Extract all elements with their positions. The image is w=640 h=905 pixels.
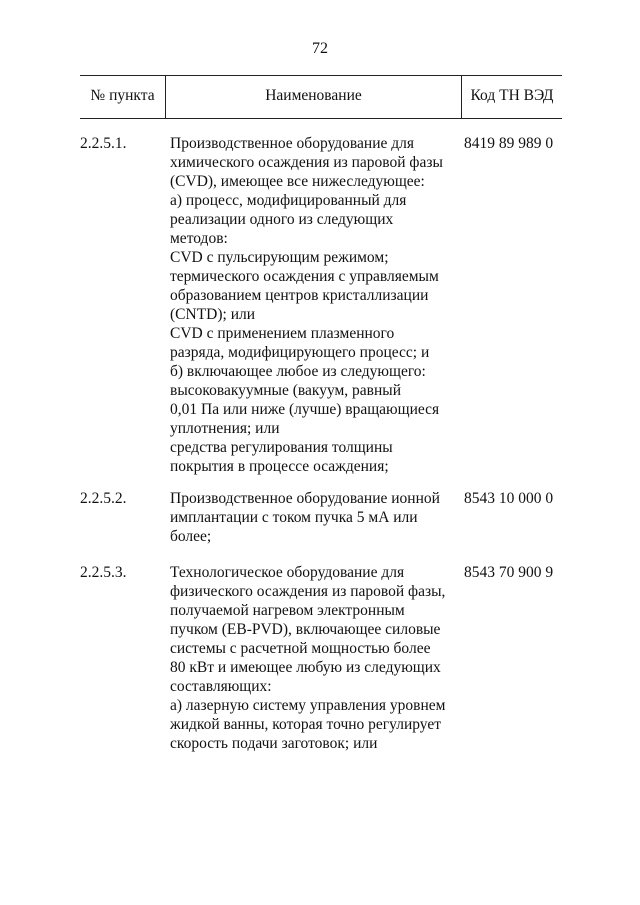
table-top-border bbox=[80, 75, 562, 76]
item-number: 2.2.5.1. bbox=[80, 135, 127, 152]
table-header-bottom-border bbox=[80, 118, 562, 119]
item-code: 8419 89 989 0 bbox=[464, 135, 554, 152]
item-description: Производственное оборудование ионной имплантации с током пучка 5 мА или более; bbox=[170, 490, 440, 545]
item-code: 8543 10 000 0 bbox=[464, 490, 554, 507]
item-number: 2.2.5.2. bbox=[80, 490, 127, 507]
item-description: Технологическое оборудование для физического осаждения из паровой фазы, получаемой нагревом электронным пучком (EB-PVD), включающее силовые системы с расчетной мощностью более 80 кВт и имеющее любую из следующих составляющих: а) лазерную систему управления уровнем жидкой ванны, которая точно регулирует скорость подачи заготовок; или bbox=[170, 564, 446, 752]
header-name: Наименование bbox=[265, 87, 362, 104]
item-number: 2.2.5.3. bbox=[80, 564, 127, 581]
item-description: Производственное оборудование для химического осаждения из паровой фазы (CVD), имеющее все нижеследующее: а) процесс, модифицированный для реализации одного из следующих методов: CVD с пульсирующим режимом; термического осаждения с управляемым образованием центров кристаллизации (CNTD); или CVD с применением плазменного разряда, модифицирующего процесс; и б) включающее любое из следующего: высоковакуумные (вакуум, равный 0,01 Па или ниже (лучше) вращающиеся уплотнения; или средства регулирования толщины покрытия в процессе осаждения; bbox=[170, 135, 443, 475]
header-code: Код ТН ВЭД bbox=[470, 87, 554, 104]
page-number: 72 bbox=[312, 40, 328, 57]
header-number: № пункта bbox=[90, 87, 155, 104]
item-code: 8543 70 900 9 bbox=[464, 564, 554, 581]
